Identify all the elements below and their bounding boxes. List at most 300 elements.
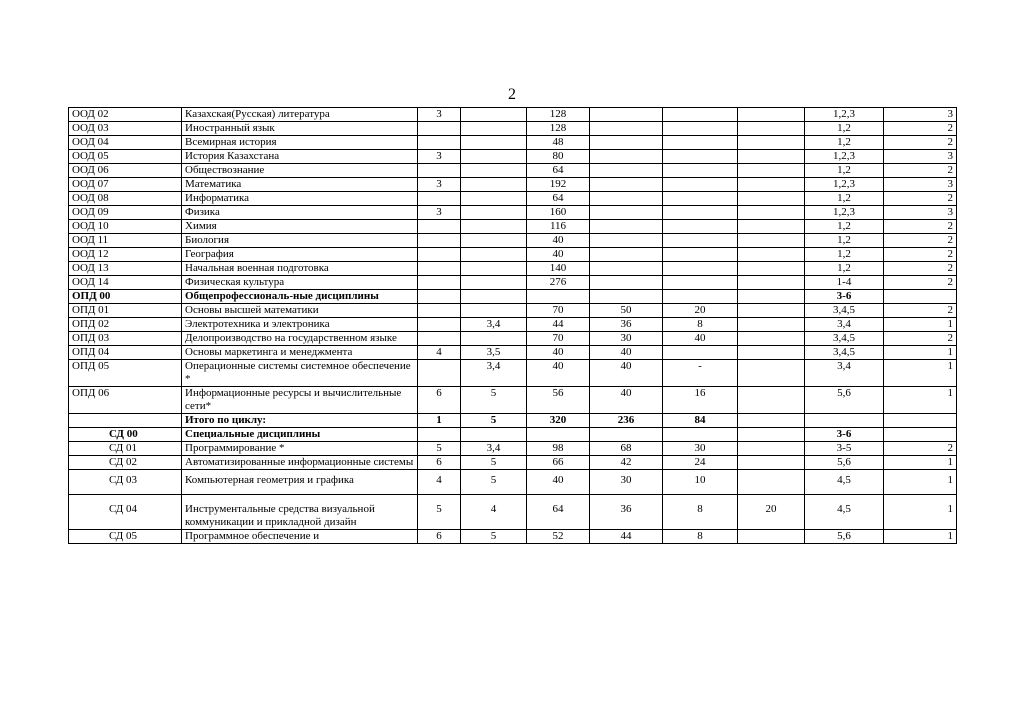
cell-col4: 3,4 [461,442,527,456]
cell-col6 [590,248,663,262]
cell-col4 [461,150,527,164]
cell-col7 [663,136,738,150]
table-row [69,192,957,206]
cell-col9: 1-4 [805,276,884,290]
name-cell: Основы маркетинга и менеджмента [182,346,418,360]
cell-col6: 236 [590,414,663,428]
cell-col5: 276 [527,276,590,290]
cell-col10: 2 [884,332,957,346]
cell-col5: 320 [527,414,590,428]
code-cell: СД 02 [69,456,182,470]
cell-col5: 40 [527,234,590,248]
cell-col9: 1,2 [805,136,884,150]
cell-col7 [663,150,738,164]
name-cell: Физика [182,206,418,220]
table-row [69,304,957,318]
code-cell: ООД 06 [69,164,182,178]
cell-col5: 40 [527,346,590,360]
cell-col3 [418,122,461,136]
cell-col4: 5 [461,456,527,470]
name-cell: Операционные системы системное обеспечение * [182,360,418,387]
cell-col9: 3-5 [805,442,884,456]
code-cell: ОПД 03 [69,332,182,346]
name-cell: Химия [182,220,418,234]
cell-col9: 3,4,5 [805,304,884,318]
cell-col6 [590,276,663,290]
cell-col6: 30 [590,470,663,495]
cell-col5: 80 [527,150,590,164]
cell-col10: 1 [884,495,957,530]
code-cell: СД 03 [69,470,182,495]
name-cell: Обществознание [182,164,418,178]
cell-col3 [418,428,461,442]
table-row [69,122,957,136]
cell-col6 [590,428,663,442]
cell-col5: 64 [527,495,590,530]
cell-col8 [738,456,805,470]
cell-col5: 70 [527,332,590,346]
cell-col8 [738,346,805,360]
code-cell: ООД 13 [69,262,182,276]
cell-col3 [418,164,461,178]
table-row [69,442,957,456]
cell-col3 [418,136,461,150]
cell-col9: 1,2 [805,192,884,206]
cell-col10 [884,414,957,428]
name-cell: История Казахстана [182,150,418,164]
cell-col4 [461,136,527,150]
cell-col5: 192 [527,178,590,192]
cell-col9: 1,2 [805,164,884,178]
cell-col6 [590,178,663,192]
cell-col4 [461,262,527,276]
cell-col6: 40 [590,360,663,387]
cell-col3: 5 [418,442,461,456]
table-row [69,248,957,262]
code-cell: ООД 02 [69,108,182,122]
page-number [0,86,1024,104]
cell-col6 [590,136,663,150]
cell-col8 [738,220,805,234]
cell-col4: 5 [461,470,527,495]
table-row [69,470,957,495]
cell-col3 [418,262,461,276]
cell-col3: 6 [418,387,461,414]
cell-col7 [663,108,738,122]
cell-col7: 8 [663,495,738,530]
cell-col4 [461,234,527,248]
name-cell: Основы высшей математики [182,304,418,318]
code-cell: СД 01 [69,442,182,456]
cell-col7: 20 [663,304,738,318]
name-cell: Начальная военная подготовка [182,262,418,276]
cell-col7 [663,262,738,276]
cell-col3 [418,220,461,234]
cell-col8 [738,248,805,262]
cell-col6 [590,150,663,164]
cell-col7 [663,290,738,304]
cell-col3: 3 [418,108,461,122]
cell-col5: 128 [527,108,590,122]
table-row [69,150,957,164]
code-cell: ОПД 01 [69,304,182,318]
cell-col5: 128 [527,122,590,136]
cell-col8 [738,178,805,192]
name-cell: Программирование * [182,442,418,456]
cell-col5: 98 [527,442,590,456]
table-body [69,108,957,544]
cell-col9: 3,4 [805,360,884,387]
cell-col10: 2 [884,122,957,136]
cell-col7: 8 [663,318,738,332]
cell-col7 [663,192,738,206]
cell-col8 [738,276,805,290]
name-cell: Иностранный язык [182,122,418,136]
cell-col9 [805,414,884,428]
cell-col3 [418,192,461,206]
cell-col9: 1,2 [805,220,884,234]
cell-col9: 3,4,5 [805,346,884,360]
cell-col4 [461,428,527,442]
cell-col4: 3,4 [461,318,527,332]
name-cell: Компьютерная геометрия и графика [182,470,418,495]
cell-col5: 140 [527,262,590,276]
cell-col3: 4 [418,470,461,495]
code-cell: ООД 10 [69,220,182,234]
cell-col10: 2 [884,262,957,276]
cell-col7 [663,164,738,178]
cell-col5 [527,428,590,442]
cell-col10: 1 [884,318,957,332]
cell-col5: 52 [527,530,590,544]
cell-col7: - [663,360,738,387]
cell-col9: 4,5 [805,470,884,495]
table-row [69,108,957,122]
name-cell: Всемирная история [182,136,418,150]
code-cell: ООД 03 [69,122,182,136]
cell-col10: 3 [884,150,957,164]
code-cell: ОПД 04 [69,346,182,360]
table-row [69,495,957,530]
cell-col6: 50 [590,304,663,318]
cell-col9: 5,6 [805,387,884,414]
cell-col6: 68 [590,442,663,456]
code-cell: ООД 14 [69,276,182,290]
cell-col4: 5 [461,414,527,428]
name-cell: Общепрофессиональ-ные дисциплины [182,290,418,304]
cell-col4: 3,4 [461,360,527,387]
curriculum-table [68,107,957,544]
cell-col7 [663,122,738,136]
cell-col5: 56 [527,387,590,414]
cell-col6: 40 [590,346,663,360]
cell-col8 [738,262,805,276]
cell-col10 [884,428,957,442]
cell-col4 [461,108,527,122]
cell-col10: 2 [884,164,957,178]
name-cell: Специальные дисциплины [182,428,418,442]
cell-col10: 3 [884,178,957,192]
cell-col7 [663,276,738,290]
cell-col9: 1,2,3 [805,206,884,220]
cell-col8 [738,470,805,495]
code-cell: ООД 04 [69,136,182,150]
cell-col6: 42 [590,456,663,470]
table-row [69,428,957,442]
cell-col4 [461,192,527,206]
cell-col8 [738,414,805,428]
table-row [69,414,957,428]
cell-col8 [738,164,805,178]
cell-col4 [461,332,527,346]
cell-col6 [590,206,663,220]
cell-col9: 1,2 [805,122,884,136]
cell-col7: 16 [663,387,738,414]
cell-col8 [738,150,805,164]
cell-col4: 4 [461,495,527,530]
cell-col9: 3-6 [805,290,884,304]
table-row [69,262,957,276]
cell-col6 [590,122,663,136]
cell-col3 [418,290,461,304]
code-cell: ОПД 02 [69,318,182,332]
name-cell: Биология [182,234,418,248]
cell-col6 [590,234,663,248]
cell-col10: 2 [884,276,957,290]
cell-col6 [590,220,663,234]
cell-col6: 36 [590,318,663,332]
cell-col8 [738,387,805,414]
cell-col9: 3,4,5 [805,332,884,346]
code-cell: ООД 11 [69,234,182,248]
cell-col8: 20 [738,495,805,530]
table-row [69,360,957,387]
cell-col3: 1 [418,414,461,428]
cell-col3: 3 [418,150,461,164]
cell-col8 [738,108,805,122]
cell-col7 [663,206,738,220]
cell-col5: 44 [527,318,590,332]
cell-col10: 2 [884,220,957,234]
cell-col9: 1,2 [805,262,884,276]
table-row [69,346,957,360]
cell-col6 [590,164,663,178]
cell-col9: 3,4 [805,318,884,332]
cell-col10: 1 [884,387,957,414]
cell-col4: 3,5 [461,346,527,360]
cell-col5: 70 [527,304,590,318]
cell-col10: 1 [884,470,957,495]
cell-col4 [461,290,527,304]
cell-col3 [418,304,461,318]
table-row [69,164,957,178]
cell-col9: 1,2 [805,248,884,262]
cell-col7 [663,220,738,234]
cell-col6: 44 [590,530,663,544]
cell-col9: 3-6 [805,428,884,442]
cell-col3: 3 [418,178,461,192]
cell-col10: 3 [884,206,957,220]
cell-col7 [663,248,738,262]
cell-col6: 30 [590,332,663,346]
cell-col3 [418,318,461,332]
table-row [69,332,957,346]
table-row [69,318,957,332]
cell-col7: 24 [663,456,738,470]
cell-col3: 6 [418,530,461,544]
cell-col4 [461,164,527,178]
cell-col8 [738,304,805,318]
cell-col7: 8 [663,530,738,544]
name-cell: Информационные ресурсы и вычислительные сети* [182,387,418,414]
cell-col3: 5 [418,495,461,530]
name-cell: Итого по циклу: [182,414,418,428]
cell-col9: 5,6 [805,530,884,544]
table-row [69,220,957,234]
code-cell: ООД 09 [69,206,182,220]
cell-col5: 40 [527,248,590,262]
code-cell: ООД 07 [69,178,182,192]
cell-col7: 40 [663,332,738,346]
cell-col8 [738,206,805,220]
cell-col3 [418,332,461,346]
cell-col4 [461,220,527,234]
cell-col3: 6 [418,456,461,470]
cell-col8 [738,136,805,150]
name-cell: Инструментальные средства визуальной коммуникации и прикладной дизайн [182,495,418,530]
cell-col5: 116 [527,220,590,234]
cell-col5: 48 [527,136,590,150]
cell-col4 [461,122,527,136]
cell-col5 [527,290,590,304]
cell-col8 [738,360,805,387]
cell-col8 [738,122,805,136]
cell-col10: 1 [884,360,957,387]
cell-col3 [418,248,461,262]
cell-col3 [418,360,461,387]
cell-col7 [663,234,738,248]
cell-col10: 2 [884,304,957,318]
name-cell: Казахская(Русская) литература [182,108,418,122]
code-cell: ОПД 05 [69,360,182,387]
name-cell: Информатика [182,192,418,206]
cell-col8 [738,318,805,332]
code-cell: СД 00 [69,428,182,442]
cell-col10: 2 [884,442,957,456]
cell-col8 [738,428,805,442]
cell-col9: 1,2,3 [805,150,884,164]
cell-col3 [418,276,461,290]
cell-col3: 4 [418,346,461,360]
cell-col10: 2 [884,192,957,206]
cell-col4 [461,276,527,290]
cell-col6: 36 [590,495,663,530]
name-cell: Программное обеспечение и [182,530,418,544]
cell-col10: 1 [884,456,957,470]
cell-col6 [590,262,663,276]
cell-col6: 40 [590,387,663,414]
cell-col8 [738,332,805,346]
code-cell [69,414,182,428]
cell-col5: 40 [527,470,590,495]
cell-col4: 5 [461,387,527,414]
table-row [69,387,957,414]
cell-col7: 10 [663,470,738,495]
cell-col5: 40 [527,360,590,387]
cell-col10 [884,290,957,304]
cell-col9: 1,2 [805,234,884,248]
cell-col10: 2 [884,248,957,262]
cell-col4 [461,248,527,262]
cell-col3 [418,234,461,248]
cell-col7 [663,346,738,360]
table-row [69,136,957,150]
cell-col10: 1 [884,530,957,544]
code-cell: ООД 05 [69,150,182,164]
cell-col4 [461,206,527,220]
cell-col9: 1,2,3 [805,178,884,192]
table-row [69,290,957,304]
cell-col5: 64 [527,164,590,178]
cell-col10: 1 [884,346,957,360]
cell-col4 [461,304,527,318]
cell-col6 [590,192,663,206]
cell-col4: 5 [461,530,527,544]
cell-col9: 4,5 [805,495,884,530]
cell-col3: 3 [418,206,461,220]
code-cell: ОПД 06 [69,387,182,414]
cell-col5: 64 [527,192,590,206]
cell-col7 [663,428,738,442]
table-row [69,456,957,470]
table-row [69,206,957,220]
table-row [69,530,957,544]
table-row [69,276,957,290]
code-cell: СД 05 [69,530,182,544]
cell-col10: 2 [884,136,957,150]
cell-col8 [738,442,805,456]
name-cell: Математика [182,178,418,192]
cell-col6 [590,290,663,304]
cell-col5: 66 [527,456,590,470]
cell-col7: 84 [663,414,738,428]
name-cell: Электротехника и электроника [182,318,418,332]
page-number-text: 2 [508,86,516,103]
cell-col9: 1,2,3 [805,108,884,122]
cell-col5: 160 [527,206,590,220]
cell-col9: 5,6 [805,456,884,470]
code-cell: ООД 12 [69,248,182,262]
code-cell: СД 04 [69,495,182,530]
cell-col7: 30 [663,442,738,456]
cell-col4 [461,178,527,192]
cell-col6 [590,108,663,122]
code-cell: ООД 08 [69,192,182,206]
name-cell: География [182,248,418,262]
table-row [69,234,957,248]
cell-col10: 3 [884,108,957,122]
name-cell: Автоматизированные информационные системы [182,456,418,470]
cell-col7 [663,178,738,192]
cell-col10: 2 [884,234,957,248]
table-row [69,178,957,192]
cell-col8 [738,290,805,304]
name-cell: Делопроизводство на государственном языке [182,332,418,346]
cell-col8 [738,192,805,206]
cell-col8 [738,530,805,544]
cell-col8 [738,234,805,248]
code-cell: ОПД 00 [69,290,182,304]
